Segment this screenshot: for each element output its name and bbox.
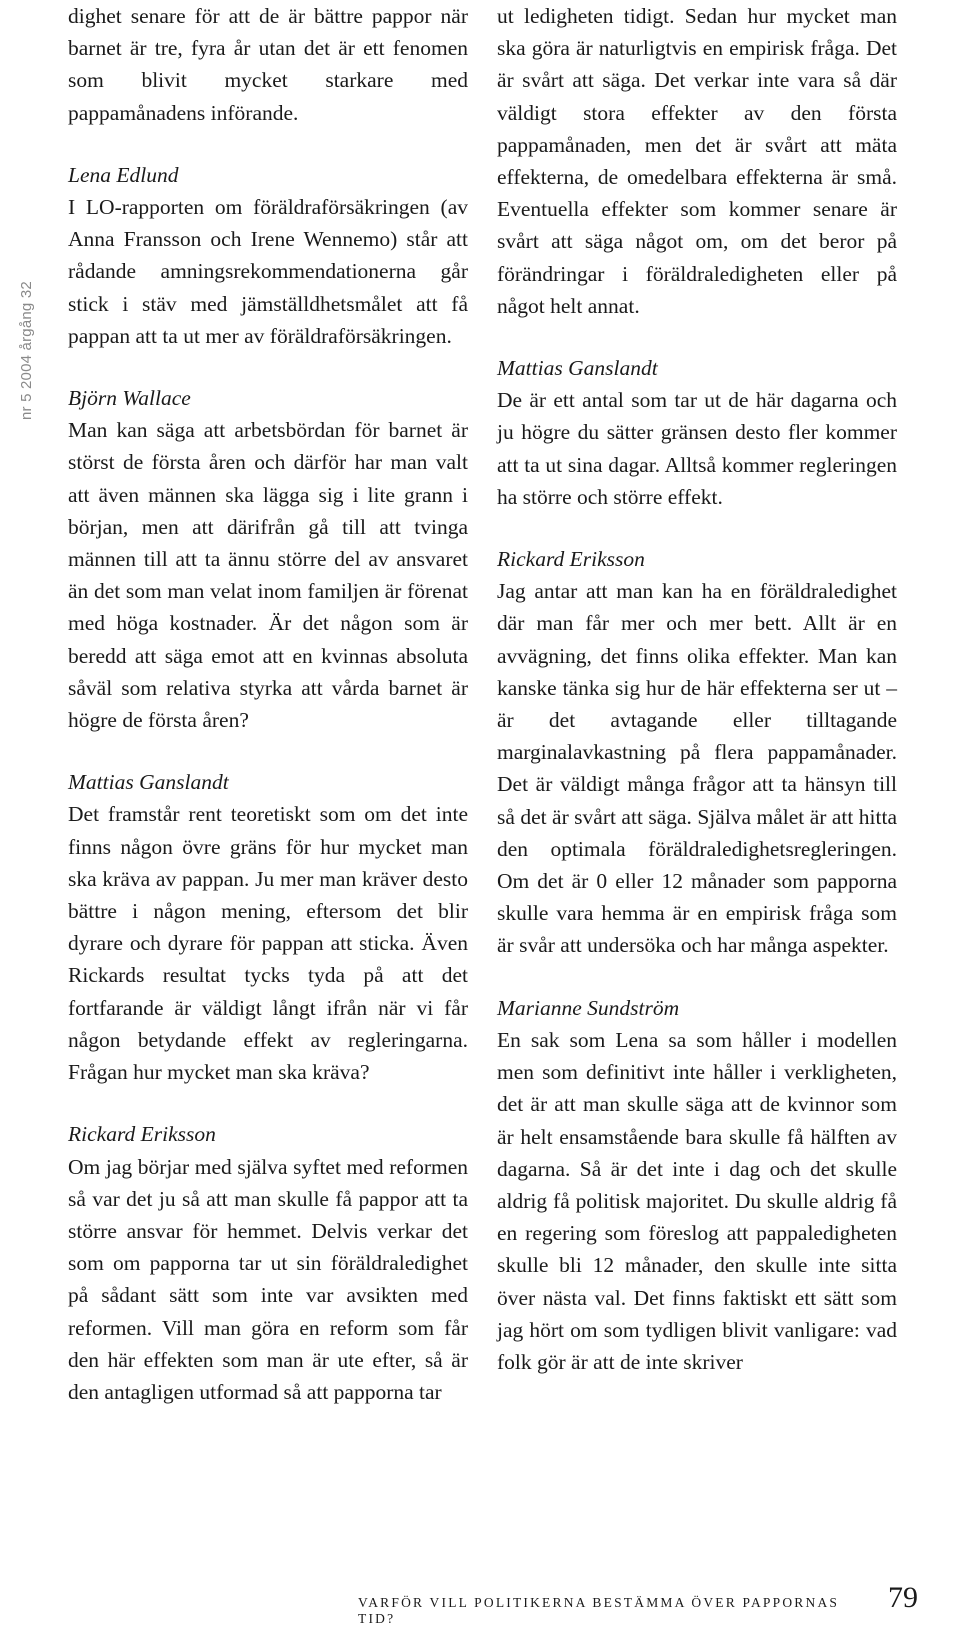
section-rickard-eriksson	[497, 543, 897, 962]
speech-paragraph: Man kan säga att arbetsbördan för barnet är störst de första åren och därför har man valt att även männen ska lägga sig i lite grann i början, men att därifrån gå till att tvinga männen till att ta ännu större del av ansvaret än det som man velat inom familjen är förenat med höga kostnader. Är det någon som är beredd att säga emot att en kvinnas absoluta såväl som relativa styrka att vårda barnet är högre de första åren?	[68, 418, 468, 733]
issue-sidebar-label: nr 5 2004 årgång 32	[18, 281, 35, 420]
speaker-name: Marianne Sundström	[497, 995, 680, 1020]
speech-paragraph: Jag antar att man kan ha en föräldraledighet där man får mer och mer bett. Allt är en avvägning, det finns olika effekter. Man kan kanske tänka sig hur de här effekterna ser ut – är det avtagande eller tilltagande marginalavkastning på flera pappamånader. Det är väldigt många frågor att ta hänsyn till så det är svårt att säga. Själva målet är att hitta den optimala föräldraledighetsregleringen. Om det är 0 eller 12 månader som papporna skulle vara hemma är en empirisk fråga som är svår att undersöka och har många aspekter.	[497, 579, 897, 958]
section-marianne-sundstrom	[497, 992, 897, 1378]
speech-paragraph: Om jag börjar med själva syftet med reformen så var det ju så att man skulle få pappor att ta större ansvar för hemmet. Delvis verkar det som om papporna tar ut sin föräldraledighet på sådant sätt som inte var avsikten med reformen. Vill man göra en reform som får den här effekten som man är ute efter, så är den antagligen utformad så att papporna tar	[68, 1154, 468, 1404]
left-column	[68, 0, 468, 1408]
page-number: 79	[888, 1581, 918, 1614]
right-column	[497, 0, 897, 1378]
speaker-name: Mattias Ganslandt	[497, 356, 658, 381]
speech-paragraph: Det framstår rent teoretiskt som om det inte finns någon övre gräns för hur mycket man ska kräva av pappan. Ju mer man kräver desto bättre i någon mening, eftersom det blir dyrare och dyrare för pappan att sticka. Även Rickards resultat tycks tyda på att det fortfarande är väldigt långt ifrån när vi får någon betydande effekt av regleringarna. Frågan hur mycket man ska kräva?	[68, 802, 468, 1085]
section-lena-edlund	[68, 159, 468, 352]
section-mattias-ganslandt	[68, 766, 468, 1088]
speaker-name: Björn Wallace	[68, 386, 191, 411]
speech-paragraph: De är ett antal som tar ut de här dagarna och ju högre du sätter gränsen desto fler kommer att ta ut sina dagar. Alltså kommer regleringen ha större och större effekt.	[497, 388, 897, 509]
right-intro-paragraph: ut ledigheten tidigt. Sedan hur mycket man ska göra är naturligtvis en empirisk fråga. Det är svårt att säga. Det verkar inte vara så där väldigt stora effekter av den första pappamånaden, men det är svårt att mäta effekterna, de omedelbara effekterna är små. Eventuella effekter som kommer senare är svårt att säga något om, om det beror på förändringar i föräldraledigheten eller på något helt annat.	[497, 4, 897, 318]
section-mattias-ganslandt	[497, 352, 897, 513]
speaker-name: Lena Edlund	[68, 162, 179, 187]
speaker-name: Mattias Ganslandt	[68, 770, 229, 795]
speaker-name: Rickard Eriksson	[68, 1122, 216, 1147]
running-title: VARFÖR VILL POLITIKERNA BESTÄMMA ÖVER PAPPORNAS TID?	[358, 1595, 840, 1626]
section-bjorn-wallace	[68, 382, 468, 736]
speech-paragraph: En sak som Lena sa som håller i modellen men som definitivt inte håller i verkligheten, det är att man skulle säga att de kvinnor som är helt ensamstående bara skulle få hälften av dagarna. Så är det inte i dag och det skulle aldrig få politisk majoritet. Du skulle aldrig få en regering som föreslog att pappaledigheten skulle bli 12 månader, den skulle inte sitta över nästa val. Det finns faktiskt ett sätt som jag hört om som tydligen blivit vanligare: vad folk gör är att de inte skriver	[497, 1027, 897, 1374]
section-rickard-eriksson	[68, 1118, 468, 1408]
page-footer	[358, 1583, 918, 1627]
speech-paragraph: I LO-rapporten om föräldraförsäkringen (av Anna Fransson och Irene Wennemo) står att rådande amningsrekommendationerna går stick i stäv med jämställdhetsmålet att få pappan att ta ut mer av föräldraförsäkringen.	[68, 195, 468, 348]
speaker-name: Rickard Eriksson	[497, 547, 645, 572]
left-intro-paragraph: dighet senare för att de är bättre pappor när barnet är tre, fyra år utan det är ett fenomen som blivit mycket starkare med pappamånadens införande.	[68, 4, 468, 125]
